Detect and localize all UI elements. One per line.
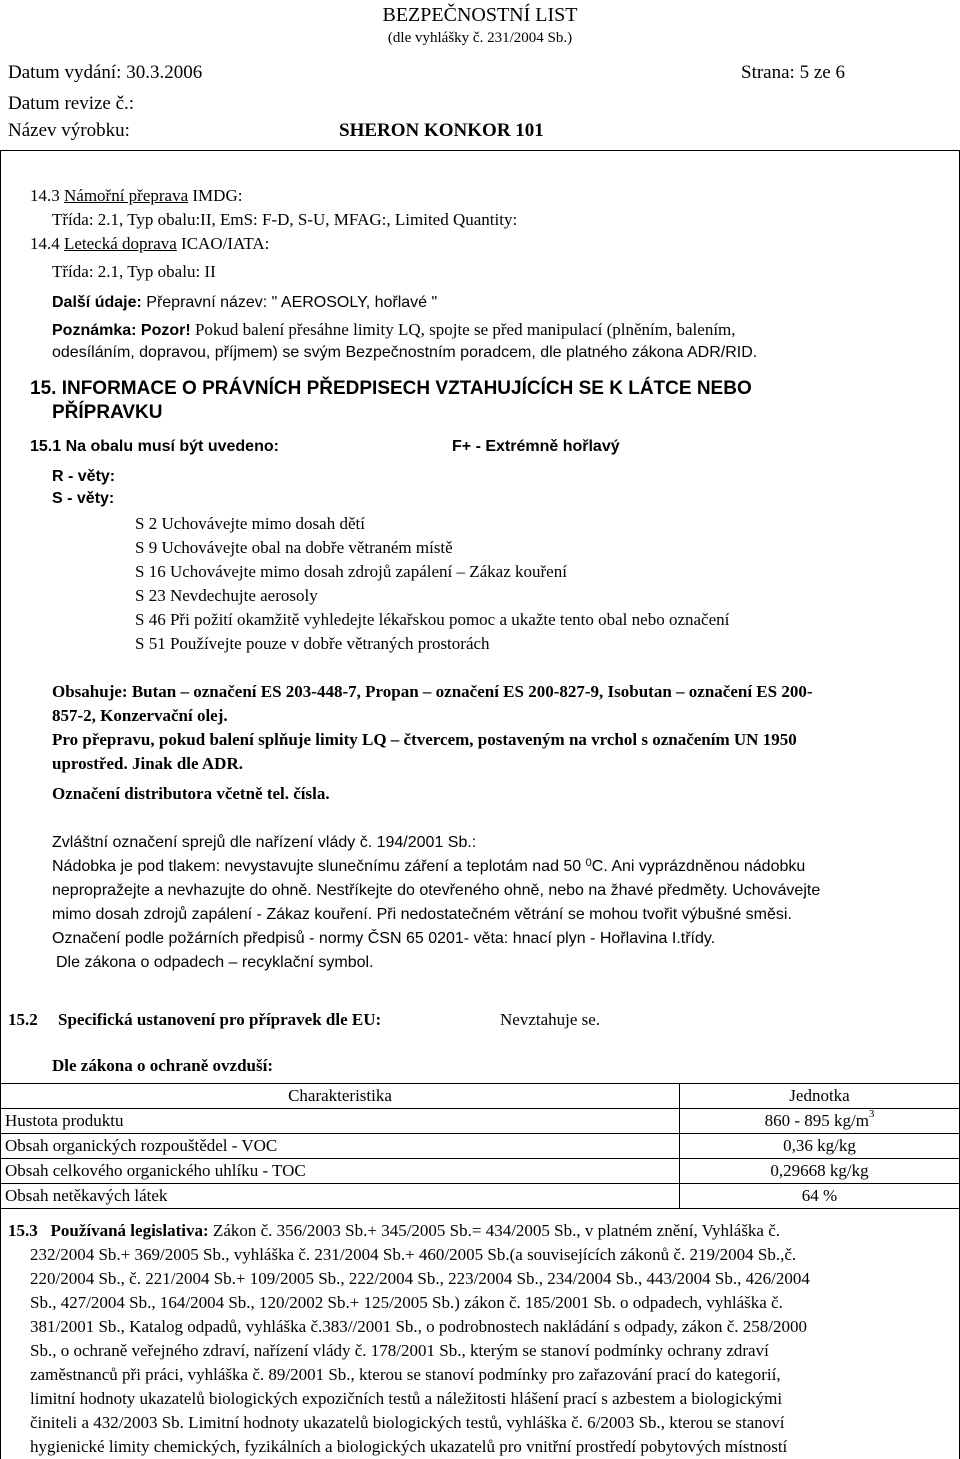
table-header-unit: Jednotka [680, 1084, 960, 1109]
table-row [1, 1159, 960, 1184]
s-phrase: S 2 Uchovávejte mimo dosah dětí [135, 514, 365, 533]
table-row [1, 1134, 960, 1159]
s-phrase: S 16 Uchovávejte mimo dosah zdrojů zapálení – Zákaz kouření [135, 562, 567, 581]
additional-info-label: Další údaje: [52, 294, 142, 311]
note-label: Poznámka: Pozor! [52, 322, 191, 339]
page-number-row [741, 62, 845, 84]
additional-info-text: Přepravní název: " AEROSOLY, hořlavé " [146, 294, 438, 311]
section-15-3-first-line [8, 1221, 780, 1241]
s-phrases-label: S - věty: [52, 490, 115, 507]
packaging-label: 15.1 Na obalu musí být uvedeno: [30, 438, 279, 455]
legislation-line: limitní hodnoty ukazatelů biologických expozičních testů a náležitosti hlášení prací s azbestem a biologickými [30, 1389, 783, 1408]
product-label: Název výrobku: [8, 120, 130, 141]
section-14-4-title: Letecká doprava [64, 234, 177, 253]
section-14-3-heading [30, 186, 242, 206]
section-14-4-number: 14.4 [30, 234, 60, 253]
packaging-value: F+ - Extrémně hořlavý [452, 438, 620, 455]
section-14-4-code: ICAO/IATA: [181, 234, 270, 253]
legislation-line: hygienické limity chemických, fyzikálních a biologických ukazatelů pro vnitřní prostředí pobytových místností [30, 1437, 788, 1456]
spray-line-1 [52, 858, 805, 876]
section-14-3-number: 14.3 [30, 186, 60, 205]
section-15-2-value: Nevztahuje se. [500, 1010, 601, 1029]
section-14-4-heading [30, 234, 269, 254]
note-line-1 [52, 320, 736, 340]
section-15-2-label: Specifická ustanovení pro přípravek dle EU: [58, 1010, 382, 1029]
legislation-line: 232/2004 Sb.+ 369/2005 Sb., vyhláška č. 231/2004 Sb.+ 460/2005 Sb.(a souvisejících zákonů č. 219/2004 Sb.,č. [30, 1245, 797, 1264]
issue-date-value: 30.3.2006 [126, 62, 203, 83]
r-phrases-label: R - věty: [52, 468, 116, 485]
section-14-4-line: Třída: 2.1, Typ obalu: II [52, 262, 216, 281]
section-14-3-line: Třída: 2.1, Typ obalu:II, EmS: F-D, S-U, MFAG:, Limited Quantity: [52, 210, 518, 229]
spray-heading: Zvláštní označení sprejů dle nařízení vlády č. 194/2001 Sb.: [52, 834, 477, 851]
section-15-3-number: 15.3 [8, 1221, 38, 1240]
table-cell-unit: 0,29668 kg/kg [680, 1159, 960, 1184]
document-subtitle: (dle vyhlášky č. 231/2004 Sb.) [387, 30, 573, 46]
s-phrase: S 46 Při požití okamžitě vyhledejte lékařskou pomoc a ukažte tento obal nebo označení [135, 610, 730, 629]
note-text-1: Pokud balení přesáhne limity LQ, spojte se před manipulací (plněním, balením, [194, 320, 736, 339]
s-phrase: S 51 Používejte pouze v dobře větraných prostorách [135, 634, 490, 653]
section-15-heading-line-2: PŘÍPRAVKU [52, 402, 163, 423]
legislation-line: Sb., 427/2004 Sb., 164/2004 Sb., 120/2002 Sb.+ 125/2005 Sb.) zákon č. 185/2001 Sb. o odpadech, vyhláška č. [30, 1293, 783, 1312]
cubic-superscript: 3 [868, 1108, 875, 1120]
contains-line-1: Obsahuje: Butan – označení ES 203-448-7, Propan – označení ES 200-827-9, Isobutan – označení ES 200- [52, 682, 813, 701]
section-14-3-code: IMDG: [192, 186, 243, 205]
spray-line-1-end: C. Ani vyprázdněnou nádobku [591, 858, 806, 875]
spray-line-2: nepropražejte a nevhazujte do ohně. Nestříkejte do otevřeného ohně, nebo na žhavé předměty. Uchovávejte [52, 882, 821, 899]
additional-info [52, 294, 437, 312]
table-cell-characteristic: Obsah celkového organického uhlíku - TOC [1, 1159, 680, 1184]
spray-line-1-text: Nádobka je pod tlakem: nevystavujte slunečnímu záření a teplotám nad 50 [52, 858, 586, 875]
issue-date-row [8, 62, 202, 84]
contains-line-2: 857-2, Konzervační olej. [52, 706, 228, 725]
transport-line-2: uprostřed. Jinak dle ADR. [52, 754, 243, 773]
legislation-line: Zákon č. 356/2003 Sb.+ 345/2005 Sb.= 434/2005 Sb., v platném znění, Vyhláška č. [212, 1221, 781, 1240]
table-cell-characteristic: Hustota produktu [1, 1109, 680, 1134]
section-15-2-number: 15.2 [8, 1010, 38, 1029]
table-header-characteristic: Charakteristika [1, 1084, 680, 1109]
spray-line-4: Označení podle požárních předpisů - normy ČSN 65 0201- věta: hnací plyn - Hořlavina I.třídy. [52, 930, 716, 947]
page-value: 5 ze 6 [799, 62, 845, 83]
table-header-row [1, 1084, 960, 1109]
table-cell-characteristic: Obsah organických rozpouštědel - VOC [1, 1134, 680, 1159]
section-15-3-label: Používaná legislativa: [50, 1221, 209, 1240]
spray-line-5: Dle zákona o odpadech – recyklační symbol. [56, 954, 374, 971]
degree-superscript: 0 [585, 857, 592, 869]
table-row [1, 1184, 960, 1209]
legislation-line: zaměstnanců při práci, vyhláška č. 89/2001 Sb., kterou se stanoví podmínky pro zařazování prací do kategorií, [30, 1365, 781, 1384]
legislation-line: činiteli a 432/2003 Sb. Limitní hodnoty ukazatelů biologických testů, vyhláška č. 6/2003 Sb., kterou se stanoví [30, 1413, 785, 1432]
legislation-line: 381/2001 Sb., Katalog odpadů, vyhláška č.383//2001 Sb., o podrobnostech nakládání s odpady, zákon č. 258/2000 [30, 1317, 808, 1336]
density-value: 860 - 895 kg/m [764, 1111, 869, 1130]
table-row [1, 1109, 960, 1134]
table-cell-characteristic: Obsah netěkavých látek [1, 1184, 680, 1209]
air-protection-heading: Dle zákona o ochraně ovzduší: [52, 1056, 273, 1075]
distributor-note: Označení distributora včetně tel. čísla. [52, 784, 330, 803]
legislation-line: 220/2004 Sb., č. 221/2004 Sb.+ 109/2005 Sb., 222/2004 Sb., 223/2004 Sb., 234/2004 Sb., 443/2004 Sb., 426/2004 [30, 1269, 810, 1288]
revision-label: Datum revize č.: [8, 93, 135, 114]
s-phrase: S 23 Nevdechujte aerosoly [135, 586, 318, 605]
table-cell-unit: 64 % [680, 1184, 960, 1209]
legislation-line: Sb., o ochraně veřejného zdraví, nařízení vlády č. 178/2001 Sb., kterým se stanoví podmínky ochrany zdraví [30, 1341, 769, 1360]
note-text-2: odesíláním, dopravou, příjmem) se svým Bezpečnostním poradcem, dle platného zákona ADR/RID. [52, 344, 758, 361]
air-protection-table [0, 1083, 960, 1209]
section-14-3-title: Námořní přeprava [64, 186, 189, 205]
spray-line-3: mimo dosah zdrojů zapálení - Zákaz kouření. Při nedostatečném větrání se mohou tvořit výbušné směsi. [52, 906, 792, 923]
s-phrase: S 9 Uchovávejte obal na dobře větraném místě [135, 538, 453, 557]
transport-line-1: Pro přepravu, pokud balení splňuje limity LQ – čtvercem, postaveným na vrchol s označením UN 1950 [52, 730, 797, 749]
issue-date-label: Datum vydání: [8, 62, 122, 83]
document-title: BEZPEČNOSTNÍ LIST [382, 4, 578, 26]
table-cell-unit [680, 1109, 960, 1134]
page-label: Strana: [741, 62, 795, 83]
product-name: SHERON KONKOR 101 [339, 120, 544, 141]
table-cell-unit: 0,36 kg/kg [680, 1134, 960, 1159]
section-15-heading-line-1: 15. INFORMACE O PRÁVNÍCH PŘEDPISECH VZTAHUJÍCÍCH SE K LÁTCE NEBO [30, 378, 752, 399]
